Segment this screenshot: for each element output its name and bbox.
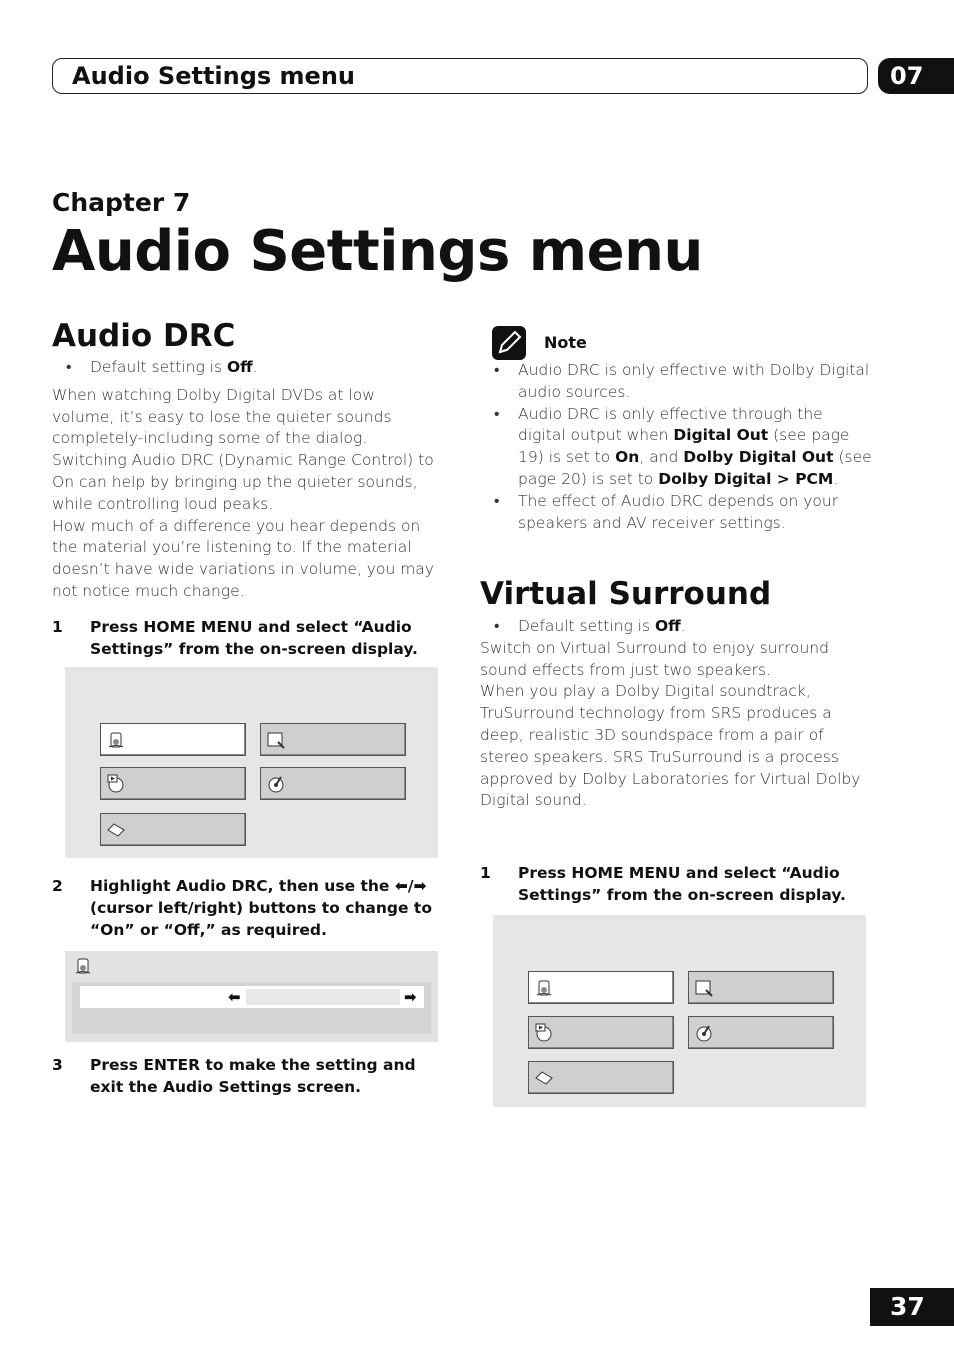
note-icon [492,326,526,360]
note-item-3: • The effect of Audio DRC depends on your speakers and AV receiver settings. [494,491,839,532]
virtual-surround-heading: Virtual Surround [480,576,772,612]
audio-settings-screen-right [493,915,866,1107]
note-item-2: • Audio DRC is only effective through the digital output when Digital Out (see page 19) is set to On, and Dolby Digital Out (see page 20) is set to Dolby Digital > PCM. [494,404,872,488]
audio-drc-step-3: 3 Press ENTER to make the setting and exit the Audio Settings screen. [52,1056,416,1096]
note-item-1: • Audio DRC is only effective with Dolby Digital audio sources. [494,361,870,401]
audio-settings-icon [106,730,126,750]
menu-disc-navigator-button[interactable] [688,1016,834,1049]
virtual-surround-paragraph-2: When you play a Dolby Digital soundtrack, TruSurround technology from SRS produces a deep, realistic 3D soundspace from a pair of stereo speakers. SRS TruSurround is a process approved by Dolby Laboratories for Virtual Dolby Digital sound. [480,682,861,810]
menu-disc-navigator-button[interactable] [260,767,406,800]
menu-video-adjust-button[interactable] [260,723,406,756]
video-adjust-icon [694,978,714,998]
audio-drc-body [52,357,437,603]
play-mode-icon [106,774,126,794]
audio-settings-screen-left [65,667,438,858]
note-label: Note [544,333,587,352]
audio-drc-value-field[interactable] [246,989,400,1005]
page-number: 37 [870,1288,954,1326]
drc-settings-panel [72,982,431,1034]
audio-drc-paragraph-1: When watching Dolby Digital DVDs at low volume, it’s easy to lose the quieter sounds completely-including some of the dialog. Switching Audio DRC (Dynamic Range Control) to On can help by bringing up the quieter sounds, while controlling loud peaks. [52,385,434,513]
virtual-surround-body [480,616,874,812]
audio-drc-step-2: 2 Highlight Audio DRC, then use the ⬅/➡ (cursor left/right) buttons to change to “On” or “Off,” as required. [52,877,432,939]
audio-drc-step-1: 1 Press HOME MENU and select “Audio Settings” from the on-screen display. [52,618,418,658]
audio-drc-default: • Default setting is Off. [66,358,258,376]
menu-play-mode-button[interactable] [528,1016,674,1049]
disc-navigator-icon [694,1023,714,1043]
menu-initial-settings-button[interactable] [528,1061,674,1094]
menu-initial-settings-button[interactable] [100,813,246,846]
audio-drc-setting-screen [65,951,438,1042]
initial-settings-icon [106,820,126,840]
audio-settings-icon [534,978,554,998]
play-mode-icon [534,1023,554,1043]
arrow-left-icon[interactable]: ⬅ [228,988,241,1006]
virtual-surround-paragraph-1: Switch on Virtual Surround to enjoy surround sound effects from just two speakers. [480,638,829,679]
menu-video-adjust-button[interactable] [688,971,834,1004]
virtual-surround-default: • Default setting is Off. [494,617,686,635]
menu-audio-settings-button[interactable] [100,723,246,756]
note-list [480,360,874,534]
menu-play-mode-button[interactable] [100,767,246,800]
virtual-surround-step-1: 1 Press HOME MENU and select “Audio Settings” from the on-screen display. [480,864,846,904]
audio-drc-heading: Audio DRC [52,318,236,354]
audio-drc-paragraph-2: How much of a difference you hear depends on the material you’re listening to. If the material doesn’t have wide variations in volume, you may not notice much change. [52,516,434,600]
disc-navigator-icon [266,774,286,794]
arrow-right-icon[interactable]: ➡ [404,988,417,1006]
chapter-number-tab: 07 [878,58,954,94]
video-adjust-icon [266,730,286,750]
audio-settings-icon [73,956,93,976]
chapter-label: Chapter 7 [52,188,191,217]
menu-audio-settings-button[interactable] [528,971,674,1004]
audio-drc-row[interactable] [80,986,424,1008]
header-title: Audio Settings menu [72,62,356,90]
initial-settings-icon [534,1068,554,1088]
page-title: Audio Settings menu [52,219,703,284]
